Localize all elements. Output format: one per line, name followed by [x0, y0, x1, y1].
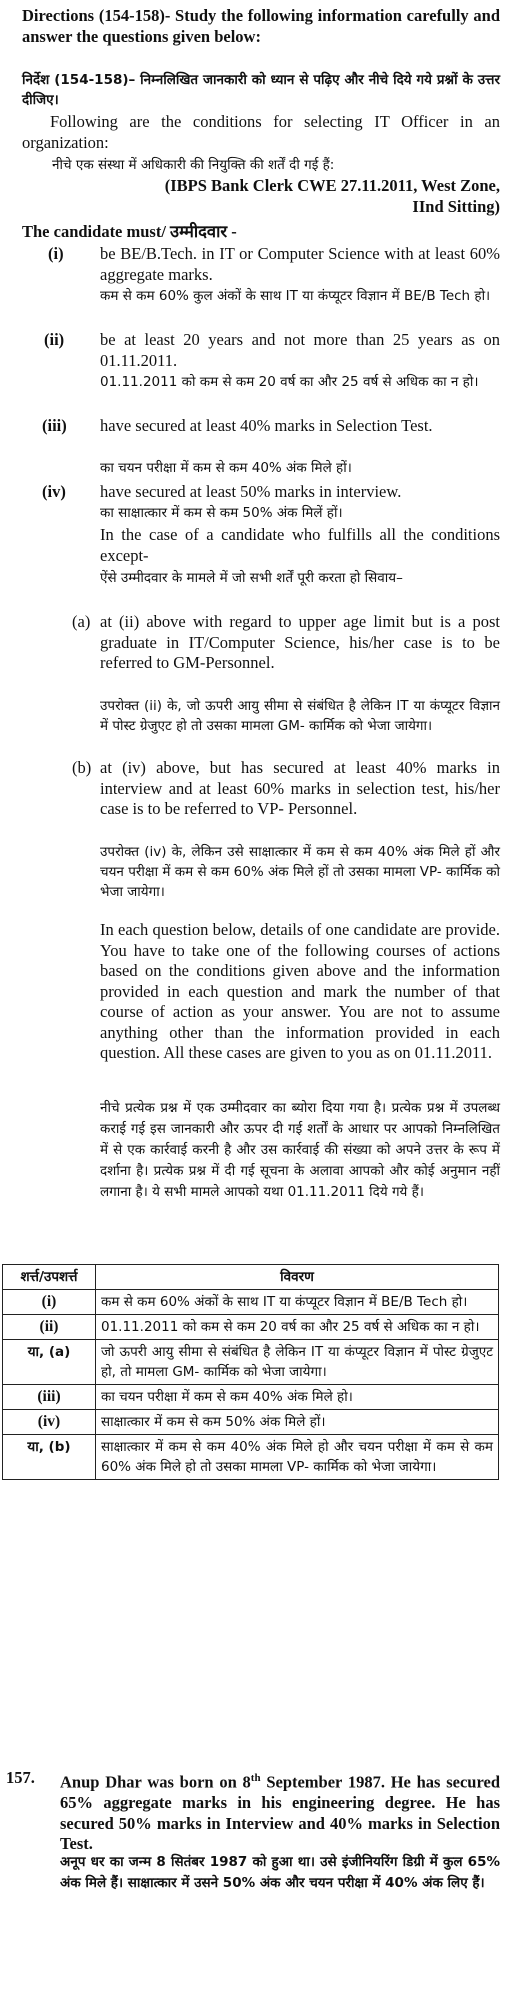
table-row [3, 1410, 499, 1435]
question-text-en-sup: th [250, 1772, 261, 1784]
directions-hi: निर्देश (154-158)– निम्नलिखित जानकारी को ध्यान से पढ़िए और नीचे दिये गये प्रश्नों के उत्तर दीजिए। [22, 72, 500, 108]
condition-num: (iv) [42, 482, 66, 501]
condition-text-hi: का साक्षात्कार में कम से कम 50% अंक मिलें हों। [100, 505, 343, 521]
question-text-en [60, 1768, 500, 1855]
question-text-en-rest: September 1987. He has secured 65% aggregate marks in his engineering degree. He has secured 50% marks in Interview and 40% marks in Selection Test. [60, 1772, 500, 1853]
conditions-table [2, 1264, 499, 1480]
table-cell-key: (ii) [3, 1315, 96, 1340]
candidate-must-heading: The candidate must/ उम्मीदवार - [22, 222, 237, 241]
table-cell-value: का चयन परीक्षा में कम से कम 40% अंक मिले हो। [96, 1385, 499, 1410]
question-number: 157. [6, 1768, 35, 1787]
table-cell-key: या, (a) [3, 1340, 96, 1385]
exception-num: (b) [72, 758, 92, 777]
condition-num: (iii) [42, 416, 67, 435]
exception-text-en: at (iv) above, but has secured at least 40% marks in interview and at least 60% marks in selection test, his/her case is to be referred to VP- Personnel. [100, 758, 500, 818]
table-cell-value: साक्षात्कार में कम से कम 40% अंक मिले हो और चयन परीक्षा में कम से कम 60% अंक मिले हो तो उसका मामला VP- कार्मिक को भेजा जायेगा। [96, 1435, 499, 1480]
condition-text-en: have secured at least 50% marks in interview. [100, 482, 402, 501]
condition-text-hi: कम से कम 60% कुल अंकों के साथ IT या कंप्यूटर विज्ञान में BE/B Tech हो। [100, 288, 491, 304]
table-cell-value: 01.11.2011 को कम से कम 20 वर्ष का और 25 वर्ष से अधिक का न हो। [96, 1315, 499, 1340]
table-cell-value: कम से कम 60% अंकों के साथ IT या कंप्यूटर विज्ञान में BE/B Tech हो। [96, 1290, 499, 1315]
table-row [3, 1290, 499, 1315]
conditions-intro-en: Following are the conditions for selecting IT Officer in an organization: [22, 112, 500, 152]
table-cell-key: (iii) [3, 1385, 96, 1410]
case-intro-hi: ऐंसे उम्मीदवार के मामले में जो सभी शर्तें पूरी करता हो सिवाय– [100, 570, 403, 586]
table-header: विवरण [96, 1265, 499, 1290]
table-header: शर्त्त/उपशर्त्त [3, 1265, 96, 1290]
exception-text-en: at (ii) above with regard to upper age limit but is a post graduate in IT/Computer Science, his/her case is to be referred to GM-Personnel. [100, 612, 500, 672]
table-cell-key: या, (b) [3, 1435, 96, 1480]
question-text-en-part: Anup Dhar was born on 8 [60, 1772, 251, 1792]
table-row [3, 1315, 499, 1340]
condition-num: (i) [48, 244, 64, 263]
instructions-hi: नीचे प्रत्येक प्रश्न में एक उम्मीदवार का ब्योरा दिया गया है। प्रत्येक प्रश्न में उपलब्ध कराई गई इस जानकारी और ऊपर दी गई शर्तों के आधार पर आपको निम्नलिखित में से एक कार्रवाई करनी है और उस कार्रवाई की संख्या को अपने उत्तर के रूप में दर्शाना है। प्रत्येक प्रश्न में दी गई सूचना के अलावा आपको और कोई अनुमान नहीं लगाना है। ये सभी मामले आपको यथा 01.11.2011 दिये गये हैं। [100, 1100, 500, 1200]
condition-num: (ii) [44, 330, 65, 349]
case-intro-en: In the case of a candidate who fulfills all the conditions except- [100, 525, 500, 565]
table-row [3, 1385, 499, 1410]
question-text-hi: अनूप धर का जन्म 8 सितंबर 1987 को हुआ था। उसे इंजीनियरिंग डिग्री में कुल 65% अंक मिले हैं। साक्षात्कार में उसने 50% अंक और चयन परीक्षा में 40% अंक लिए हैं। [60, 1854, 500, 1891]
table-cell-value: साक्षात्कार में कम से कम 50% अंक मिले हों। [96, 1410, 499, 1435]
exception-text-hi: उपरोक्त (iv) के, लेकिन उसे साक्षात्कार में कम से कम 40% अंक मिले हों और चयन परीक्षा में कम से कम 60% अंक मिले हों तो उसका मामला VP- कार्मिक को भेजा जायेगा। [100, 844, 500, 900]
condition-text-hi: 01.11.2011 को कम से कम 20 वर्ष का और 25 वर्ष से अधिक का न हो। [100, 374, 479, 390]
table-cell-key: (iv) [3, 1410, 96, 1435]
source-note: (IBPS Bank Clerk CWE 27.11.2011, West Zone, IInd Sitting) [164, 176, 500, 216]
exception-text-hi: उपरोक्त (ii) के, जो ऊपरी आयु सीमा से संबंधित है लेकिन IT या कंप्यूटर विज्ञान में पोस्ट ग्रेजुएट हो तो उसका मामला GM- कार्मिक को भेजा जायेगा। [100, 698, 500, 734]
condition-text-hi: का चयन परीक्षा में कम से कम 40% अंक मिले हों। [100, 460, 352, 476]
table-cell-value: जो ऊपरी आयु सीमा से संबंधित है लेकिन IT या कंप्यूटर विज्ञान में पोस्ट ग्रेजुएट हो, तो मामला GM- कार्मिक को भेजा जायेगा। [96, 1340, 499, 1385]
condition-text-en: be at least 20 years and not more than 25 years as on 01.11.2011. [100, 330, 500, 370]
directions-en: Directions (154-158)- Study the following information carefully and answer the questions given below: [22, 6, 500, 46]
exception-num: (a) [72, 612, 91, 631]
condition-text-en: be BE/B.Tech. in IT or Computer Science with at least 60% aggregate marks. [100, 244, 500, 284]
table-row [3, 1435, 499, 1480]
conditions-intro-hi: नीचे एक संस्था में अधिकारी की नियुक्ति की शर्तें दी गई हैं: [52, 157, 335, 173]
instructions-en: In each question below, details of one candidate are provide. You have to take one of the following courses of actions based on the conditions given above and the information provided in each question and mark the number of that course of action as your answer. You are not to assume anything other than the information provided in each question. All these cases are given to you as on 01.11.2011. [100, 920, 500, 1062]
table-cell-key: (i) [3, 1290, 96, 1315]
table-header-row [3, 1265, 499, 1290]
condition-text-en: have secured at least 40% marks in Selection Test. [100, 416, 433, 435]
table-row [3, 1340, 499, 1385]
